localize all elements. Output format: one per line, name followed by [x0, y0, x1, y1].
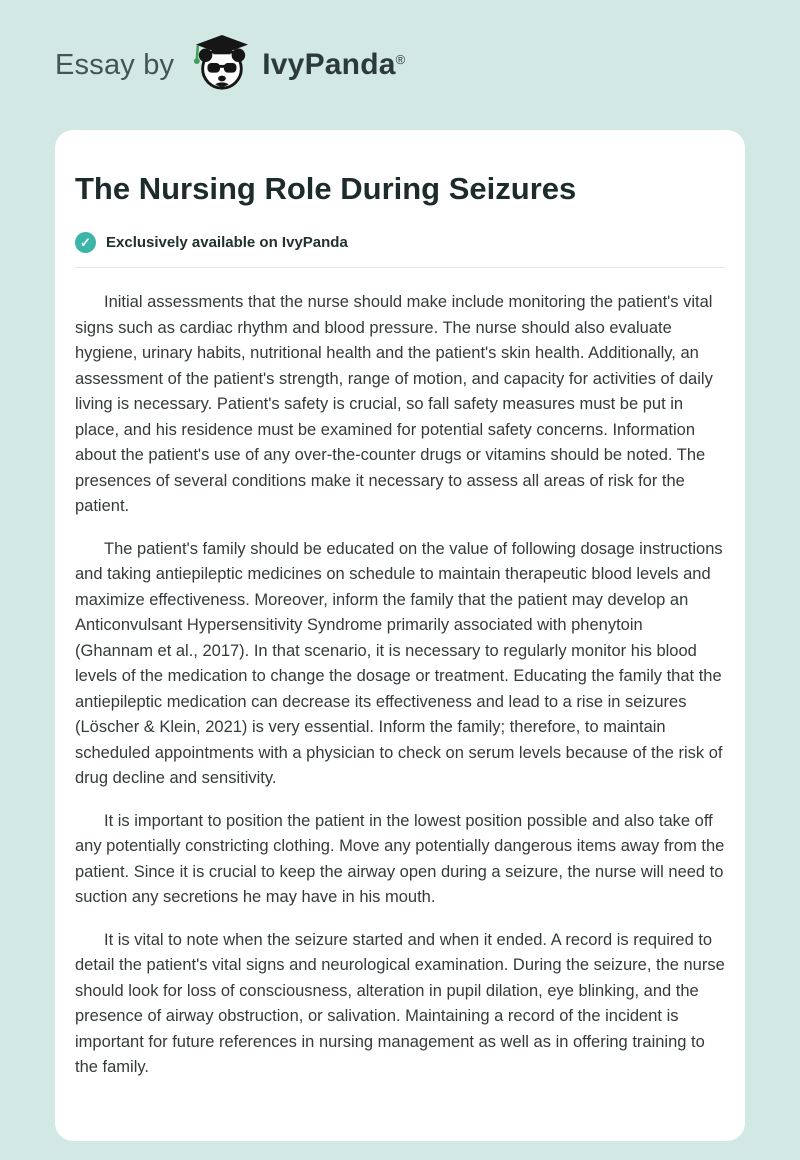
panda-graduation-cap-icon	[190, 34, 252, 97]
ivypanda-logo	[190, 34, 252, 97]
page-title: The Nursing Role During Seizures	[75, 171, 577, 206]
essay-by-label: Essay by	[55, 48, 175, 81]
essay-paragraph: Initial assessments that the nurse should make include monitoring the patient's vital signs such as cardiac rhythm and blood pressure. The nurse should also evaluate hygiene, urinary habits, nutritional health and the patient's skin health. Additionally, an assessment of the patient's strength, range of motion, and capacity for activities of daily living is necessary. Patient's safety is crucial, so fall safety measures must be put in place, and his residence must be examined for potential safety concerns. Information about the patient's use of any over-the-counter drugs or vitamins should be noted. The presences of several conditions make it necessary to assess all areas of risk for the patient.	[75, 293, 713, 515]
essay-card	[55, 130, 745, 1141]
essay-body	[75, 290, 725, 1081]
essay-paragraph: It is vital to note when the seizure started and when it ended. A record is required to detail the patient's vital signs and neurological examination. During the seizure, the nurse should look for loss of consciousness, alteration in pupil dilation, eye blinking, and the presence of airway obstruction, or salivation. Maintaining a record of the incident is important for future references in nursing management as well as in offering training to the family.	[75, 930, 725, 1076]
brand-text: IvyPanda	[262, 48, 396, 81]
check-icon: ✓	[75, 232, 96, 253]
essay-paragraph: It is important to position the patient in the lowest position possible and also take off any potentially constricting clothing. Move any potentially dangerous items away from the patient. Since it is crucial to keep the airway open during a seizure, the nurse will need to suction any secretions he may have in his mouth.	[75, 811, 725, 906]
site-header	[0, 0, 800, 130]
brand-name	[262, 48, 405, 82]
availability-badge	[75, 232, 725, 253]
availability-badge-label: Exclusively available on IvyPanda	[106, 234, 348, 251]
divider	[75, 267, 725, 268]
essay-paragraph: The patient's family should be educated on the value of following dosage instructions and taking antiepileptic medicines on schedule to maintain therapeutic blood levels and maximize effectiveness. Moreover, inform the family that the patient may develop an Anticonvulsant Hypersensitivity Syndrome primarily associated with phenytoin (Ghannam et al., 2017). In that scenario, it is necessary to regularly monitor his blood levels of the medication to change the dosage or treatment. Educating the family that the antiepileptic medication can decrease its effectiveness and lead to a rise in seizures (Löscher & Klein, 2021) is very essential. Inform the family; therefore, to maintain scheduled appointments with a physician to check on serum levels because of the risk of drug decline and sensitivity.	[75, 539, 723, 787]
registered-mark: ®	[395, 52, 406, 67]
